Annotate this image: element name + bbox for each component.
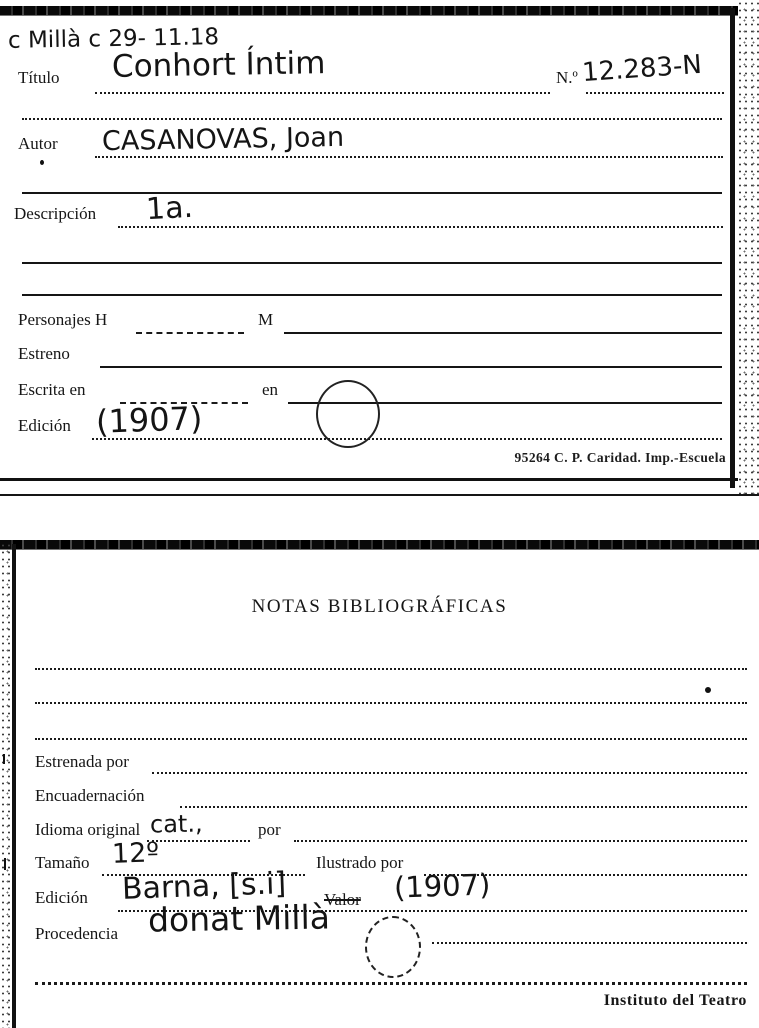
idioma-handwritten-value: cat., — [149, 809, 203, 839]
estrenada-por-label: Estrenada por — [35, 752, 129, 771]
scan-artifact — [3, 754, 5, 764]
procedencia-line — [432, 942, 747, 944]
bottom-catalog-card — [0, 540, 759, 1028]
card-top-edge — [0, 540, 759, 549]
personajes-m-label: M — [258, 310, 274, 329]
titulo-label: Título — [18, 68, 60, 87]
scan-edge-line — [0, 494, 759, 496]
numero-handwritten-value: 12.283-N — [581, 49, 703, 89]
autor-line — [95, 156, 723, 158]
card-right-border — [730, 8, 735, 488]
card-bottom-edge — [0, 478, 738, 481]
blank-note-line — [35, 738, 747, 740]
procedencia-handwritten-value: donat Millà — [147, 897, 331, 940]
personajes-label: Personajes H — [18, 310, 108, 329]
ilustrado-por-label: Ilustrado por — [316, 853, 404, 872]
numero-line — [586, 92, 724, 94]
tamano-label: Tamaño — [35, 853, 90, 872]
edicion-handwritten-value: Barna, [s.i] — [121, 866, 287, 907]
blank-note-line — [35, 702, 747, 704]
handwritten-annotation: c Millà c 29- 11.18 — [7, 24, 220, 54]
estreno-label: Estreno — [18, 344, 70, 363]
titulo-line — [95, 92, 550, 94]
por-line — [294, 840, 747, 842]
procedencia-label: Procedencia — [35, 924, 119, 943]
edicion-label: Edición — [18, 416, 71, 435]
edicion-year-handwritten: (1907) — [393, 867, 491, 905]
ruled-line — [22, 118, 722, 120]
blank-note-line — [35, 668, 747, 670]
escrita-en-label: Escrita en — [18, 380, 86, 399]
scan-artifact — [4, 858, 6, 870]
estreno-line — [100, 366, 722, 368]
ink-speck — [40, 160, 44, 165]
personajes-m-line — [284, 332, 722, 334]
edicion-label: Edición — [35, 888, 88, 907]
ruled-line — [22, 192, 722, 194]
idioma-original-label: Idioma original — [35, 820, 141, 839]
edicion-line — [92, 438, 722, 440]
stamp-circle — [365, 916, 421, 978]
scan-noise-right — [737, 0, 759, 494]
estrenada-por-line — [152, 772, 747, 774]
por-label: por — [258, 820, 281, 839]
descripcion-line — [118, 226, 723, 228]
ink-speck — [705, 687, 711, 693]
tamano-handwritten-value: 12º — [111, 837, 160, 870]
printer-imprint: 95264 C. P. Caridad. Imp.-Escuela — [514, 450, 726, 465]
idioma-line — [147, 840, 250, 842]
ruled-line — [22, 262, 722, 264]
numero-label: N.º — [556, 68, 578, 87]
notas-header: NOTAS BIBLIOGRÁFICAS — [251, 596, 508, 617]
descripcion-handwritten-mark: 1a. — [145, 189, 194, 228]
titulo-handwritten-value: Conhort Íntim — [111, 45, 326, 85]
edicion-handwritten-value: (1907) — [95, 399, 204, 441]
valor-label-struck: Valor — [324, 890, 361, 909]
card-top-edge — [0, 6, 738, 15]
en-label: en — [262, 380, 279, 399]
ruled-line — [22, 294, 722, 296]
autor-label: Autor — [18, 134, 58, 153]
instituto-footer: Instituto del Teatro — [603, 992, 747, 1009]
personajes-h-line — [136, 332, 244, 334]
autor-handwritten-value: CASANOVAS, Joan — [101, 121, 345, 158]
top-catalog-card — [0, 6, 738, 492]
encuadernacion-label: Encuadernación — [35, 786, 145, 805]
ruled-line — [35, 982, 747, 985]
encuadernacion-line — [180, 806, 747, 808]
descripcion-label: Descripción — [14, 204, 97, 223]
